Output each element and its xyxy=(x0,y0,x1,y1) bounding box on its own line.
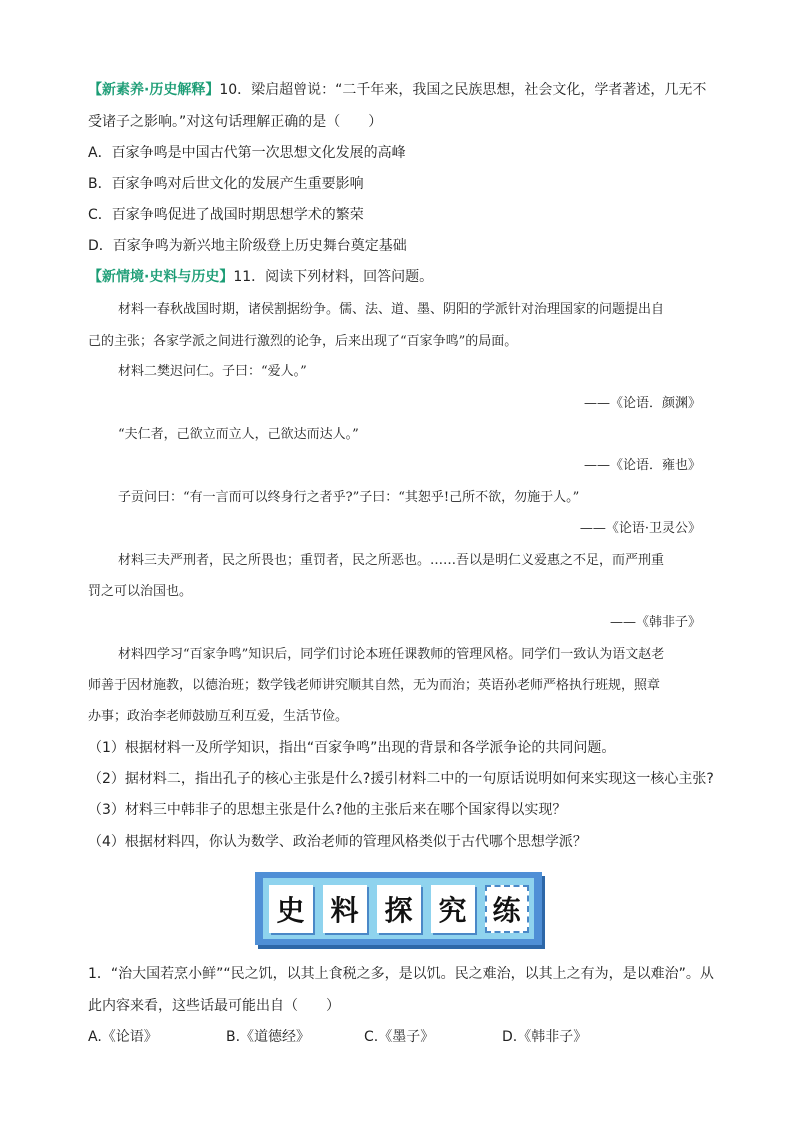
material-2-source-1: ——《论语．颜渊》 xyxy=(583,396,701,411)
material-4-line-1: 材料四学习“百家争鸣”知识后，同学们讨论本班任课教师的管理风格。同学们一致认为语文赵老 xyxy=(118,647,665,662)
q11-sub-question-4: （4）根据材料四，你认为数学、政治老师的管理风格类似于古代哪个思想学派？ xyxy=(88,834,587,850)
q1-stem-line-2: 此内容来看，这些话最可能出自（ ） xyxy=(88,998,340,1014)
material-2-line-2: “夫仁者，己欲立而立人，己欲达而达人。” xyxy=(118,427,359,442)
material-3-line-1: 材料三夫严刑者，民之所畏也；重罚者，民之所恶也。……吾以是明仁义爱惠之不足，而严刑重 xyxy=(118,553,665,568)
q11-tag: 【新情境·史料与历史】 xyxy=(88,269,234,285)
section-banner-inner xyxy=(263,878,534,939)
section-banner xyxy=(255,872,542,945)
material-2-source-3: ——《论语·卫灵公》 xyxy=(579,521,701,536)
q10-tag: 【新素养·历史解释】 xyxy=(88,82,220,98)
q1-option-d: D.《韩非子》 xyxy=(502,1029,588,1045)
q11-sub-question-3: （3）材料三中韩非子的思想主张是什么?他的主张后来在哪个国家得以实现？ xyxy=(88,802,567,818)
banner-char-5: 练 xyxy=(485,885,529,933)
banner-char-4: 究 xyxy=(431,885,475,933)
q10-option-d: D．百家争鸣为新兴地主阶级登上历史舞台奠定基础 xyxy=(88,238,407,254)
q11-sub-question-1: （1）根据材料一及所学知识，指出“百家争鸣”出现的背景和各学派争论的共同问题。 xyxy=(88,740,616,756)
q1-stem-line-1: 1．“治大国若烹小鲜”“民之饥，以其上食税之多，是以饥。民之难治，以其上之有为，是以难治”。从 xyxy=(88,966,714,982)
q10-stem-line-1: 【新素养·历史解释】10．梁启超曾说：“二千年来，我国之民族思想，社会文化，学者著述，几无不 xyxy=(88,82,707,98)
material-4-line-3: 办事；政治李老师鼓励互利互爱，生活节俭。 xyxy=(88,709,349,724)
q10-stem-line-2: 受诸子之影响。”对这句话理解正确的是（ ） xyxy=(88,114,383,130)
material-2-line-1: 材料二樊迟问仁。子曰：“爱人。” xyxy=(118,364,307,379)
q11-intro-line: 【新情境·史料与历史】11．阅读下列材料，回答问题。 xyxy=(88,269,434,285)
banner-char-2: 料 xyxy=(323,885,367,933)
q1-option-a: A.《论语》 xyxy=(88,1029,158,1045)
material-1-line-1: 材料一春秋战国时期，诸侯割据纷争。儒、法、道、墨、阴阳的学派针对治理国家的问题提出自 xyxy=(118,302,665,317)
banner-char-3: 探 xyxy=(377,885,421,933)
q1-option-b: B.《道德经》 xyxy=(226,1029,311,1045)
banner-char-1: 史 xyxy=(269,885,313,933)
material-4-line-2: 师善于因材施教，以德治班；数学钱老师讲究顺其自然，无为而治；英语孙老师严格执行班规，照章 xyxy=(88,678,661,693)
q1-option-c: C.《墨子》 xyxy=(364,1029,435,1045)
q11-sub-question-2: （2）据材料二，指出孔子的核心主张是什么?援引材料二中的一句原话说明如何来实现这一核心主张? xyxy=(88,771,714,787)
q10-option-c: C．百家争鸣促进了战国时期思想学术的繁荣 xyxy=(88,207,364,223)
material-3-source: ——《韩非子》 xyxy=(609,615,701,630)
q10-option-b: B．百家争鸣对后世文化的发展产生重要影响 xyxy=(88,176,364,192)
material-2-source-2: ——《论语．雍也》 xyxy=(583,458,701,473)
material-2-line-3: 子贡问曰：“有一言而可以终身行之者乎?”子曰：“其恕乎!己所不欲，勿施于人。” xyxy=(118,490,580,505)
q10-option-a: A．百家争鸣是中国古代第一次思想文化发展的高峰 xyxy=(88,145,406,161)
material-1-line-2: 己的主张；各家学派之间进行激烈的论争，后来出现了“百家争鸣”的局面。 xyxy=(88,334,518,349)
material-3-line-2: 罚之可以治国也。 xyxy=(88,584,193,599)
